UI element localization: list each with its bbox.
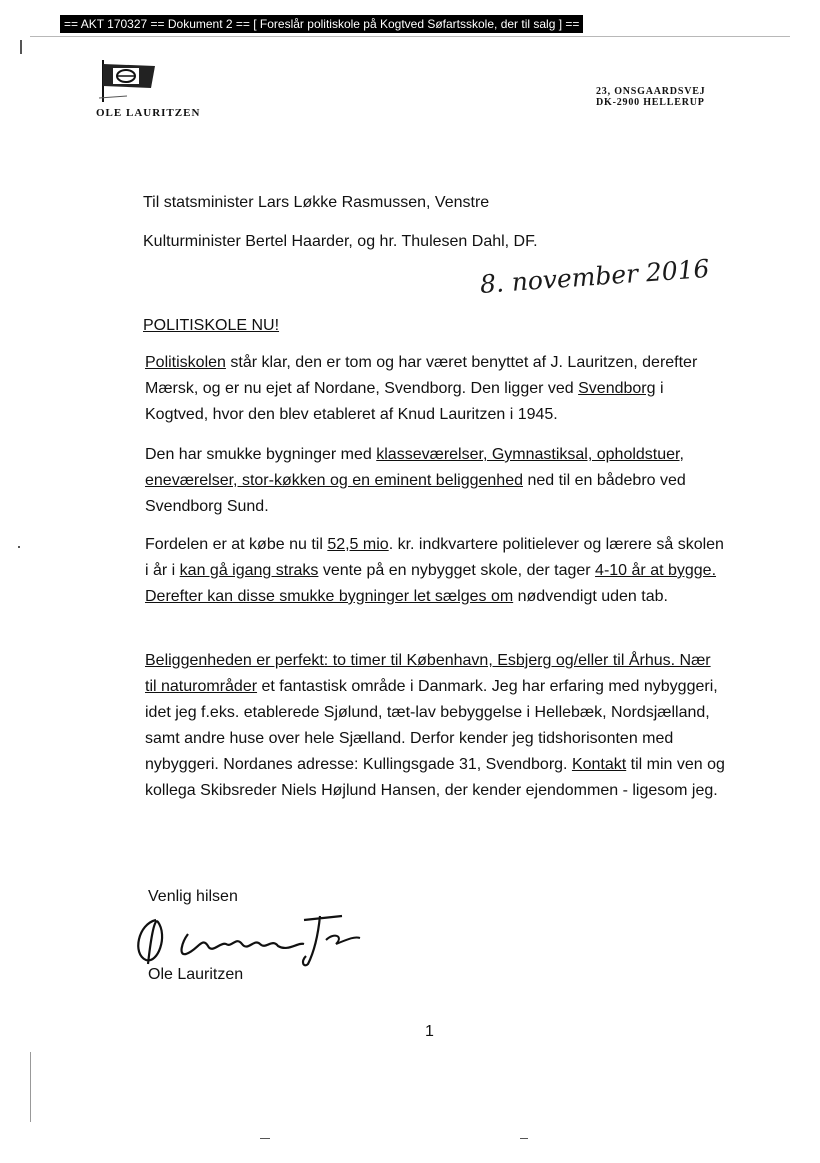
handwritten-signature-icon bbox=[128, 906, 368, 970]
header-rule bbox=[30, 36, 790, 37]
p3-underlined-price: 52,5 mio bbox=[327, 536, 389, 553]
recipient-line-2: Kulturminister Bertel Haarder, og hr. Thulesen Dahl, DF. bbox=[143, 233, 538, 250]
scan-artifact bbox=[18, 546, 20, 548]
p3-underlined-timeline: 4-10 år at bygge. Derefter kan disse smukke bygninger let sælges om bbox=[145, 562, 717, 605]
document-id-banner: == AKT 170327 == Dokument 2 == [ Foreslår politiskole på Kogtved Søfartsskole, der til salg ] == bbox=[60, 15, 583, 33]
flag-logo-icon bbox=[97, 58, 167, 104]
handwritten-date: 8. november 2016 bbox=[478, 253, 711, 299]
scan-artifact bbox=[260, 1138, 270, 1139]
p3-underlined-start: kan gå igang straks bbox=[179, 562, 319, 579]
paragraph-3: Fordelen er at købe nu til 52,5 mio. kr. indkvartere politielever og lærere så skolen i år i kan gå igang straks vente på en nybygget skole, der tager 4-10 år at bygge. Derefter kan disse smukke bygninger let sælges om nødvendigt uden tab. bbox=[145, 536, 724, 605]
p2-underlined-facilities: klasseværelser, Gymnastiksal, opholdstuer, eneværelser, stor-køkken og en eminent beliggenhed bbox=[145, 446, 684, 489]
recipient-line-1: Til statsminister Lars Løkke Rasmussen, Venstre bbox=[143, 194, 490, 211]
paragraph-4: Beliggenheden er perfekt: to timer til København, Esbjerg og/eller til Århus. Nær til naturområder et fantastisk område i Danmark. Jeg har erfaring med nybyggeri, idet jeg f.eks. etablerede Sjølund, tæt-lav bebyggelse i Hellebæk, Nordsjælland, samt andre huse over hele Sjælland. Derfor kender jeg tidshorisonten med nybyggeri. Nordanes adresse: Kullingsgade 31, Svendborg. Kontakt til min ven og kollega Skibsreder Niels Højlund Hansen, der kender ejendommen - ligesom jeg. bbox=[145, 652, 725, 799]
sender-name: OLE LAURITZEN bbox=[96, 107, 201, 119]
scan-artifact bbox=[20, 40, 22, 54]
sender-address bbox=[596, 86, 705, 108]
paragraph-2: Den har smukke bygninger med klasseværelser, Gymnastiksal, opholdstuer, eneværelser, stor-køkken og en eminent beliggenhed ned til en bådebro ved Svendborg Sund. bbox=[145, 446, 686, 515]
scan-artifact bbox=[520, 1138, 528, 1139]
signer-name: Ole Lauritzen bbox=[148, 966, 244, 983]
paragraph-1: Politiskolen står klar, den er tom og har været benyttet af J. Lauritzen, derefter Mærsk, og er nu ejet af Nordane, Svendborg. Den ligger ved Svendborg i Kogtved, hvor den blev etableret af Knud Lauritzen i 1945. bbox=[145, 354, 698, 423]
scan-artifact bbox=[30, 1052, 31, 1122]
page-number: 1 bbox=[425, 1023, 434, 1040]
closing-greeting: Venlig hilsen bbox=[148, 888, 238, 905]
letter-heading: POLITISKOLE NU! bbox=[143, 317, 280, 334]
p1-underlined-politiskolen: Politiskolen bbox=[145, 354, 226, 371]
p4-underlined-kontakt: Kontakt bbox=[571, 756, 627, 773]
p1-underlined-svendborg: Svendborg bbox=[578, 380, 656, 397]
p4-underlined-location: Beliggenheden er perfekt: to timer til København, Esbjerg og/eller til Århus. Nær til naturområder bbox=[145, 652, 711, 695]
address-line-city: DK-2900 HELLERUP bbox=[596, 97, 705, 108]
address-line-street: 23, ONSGAARDSVEJ bbox=[596, 86, 706, 97]
